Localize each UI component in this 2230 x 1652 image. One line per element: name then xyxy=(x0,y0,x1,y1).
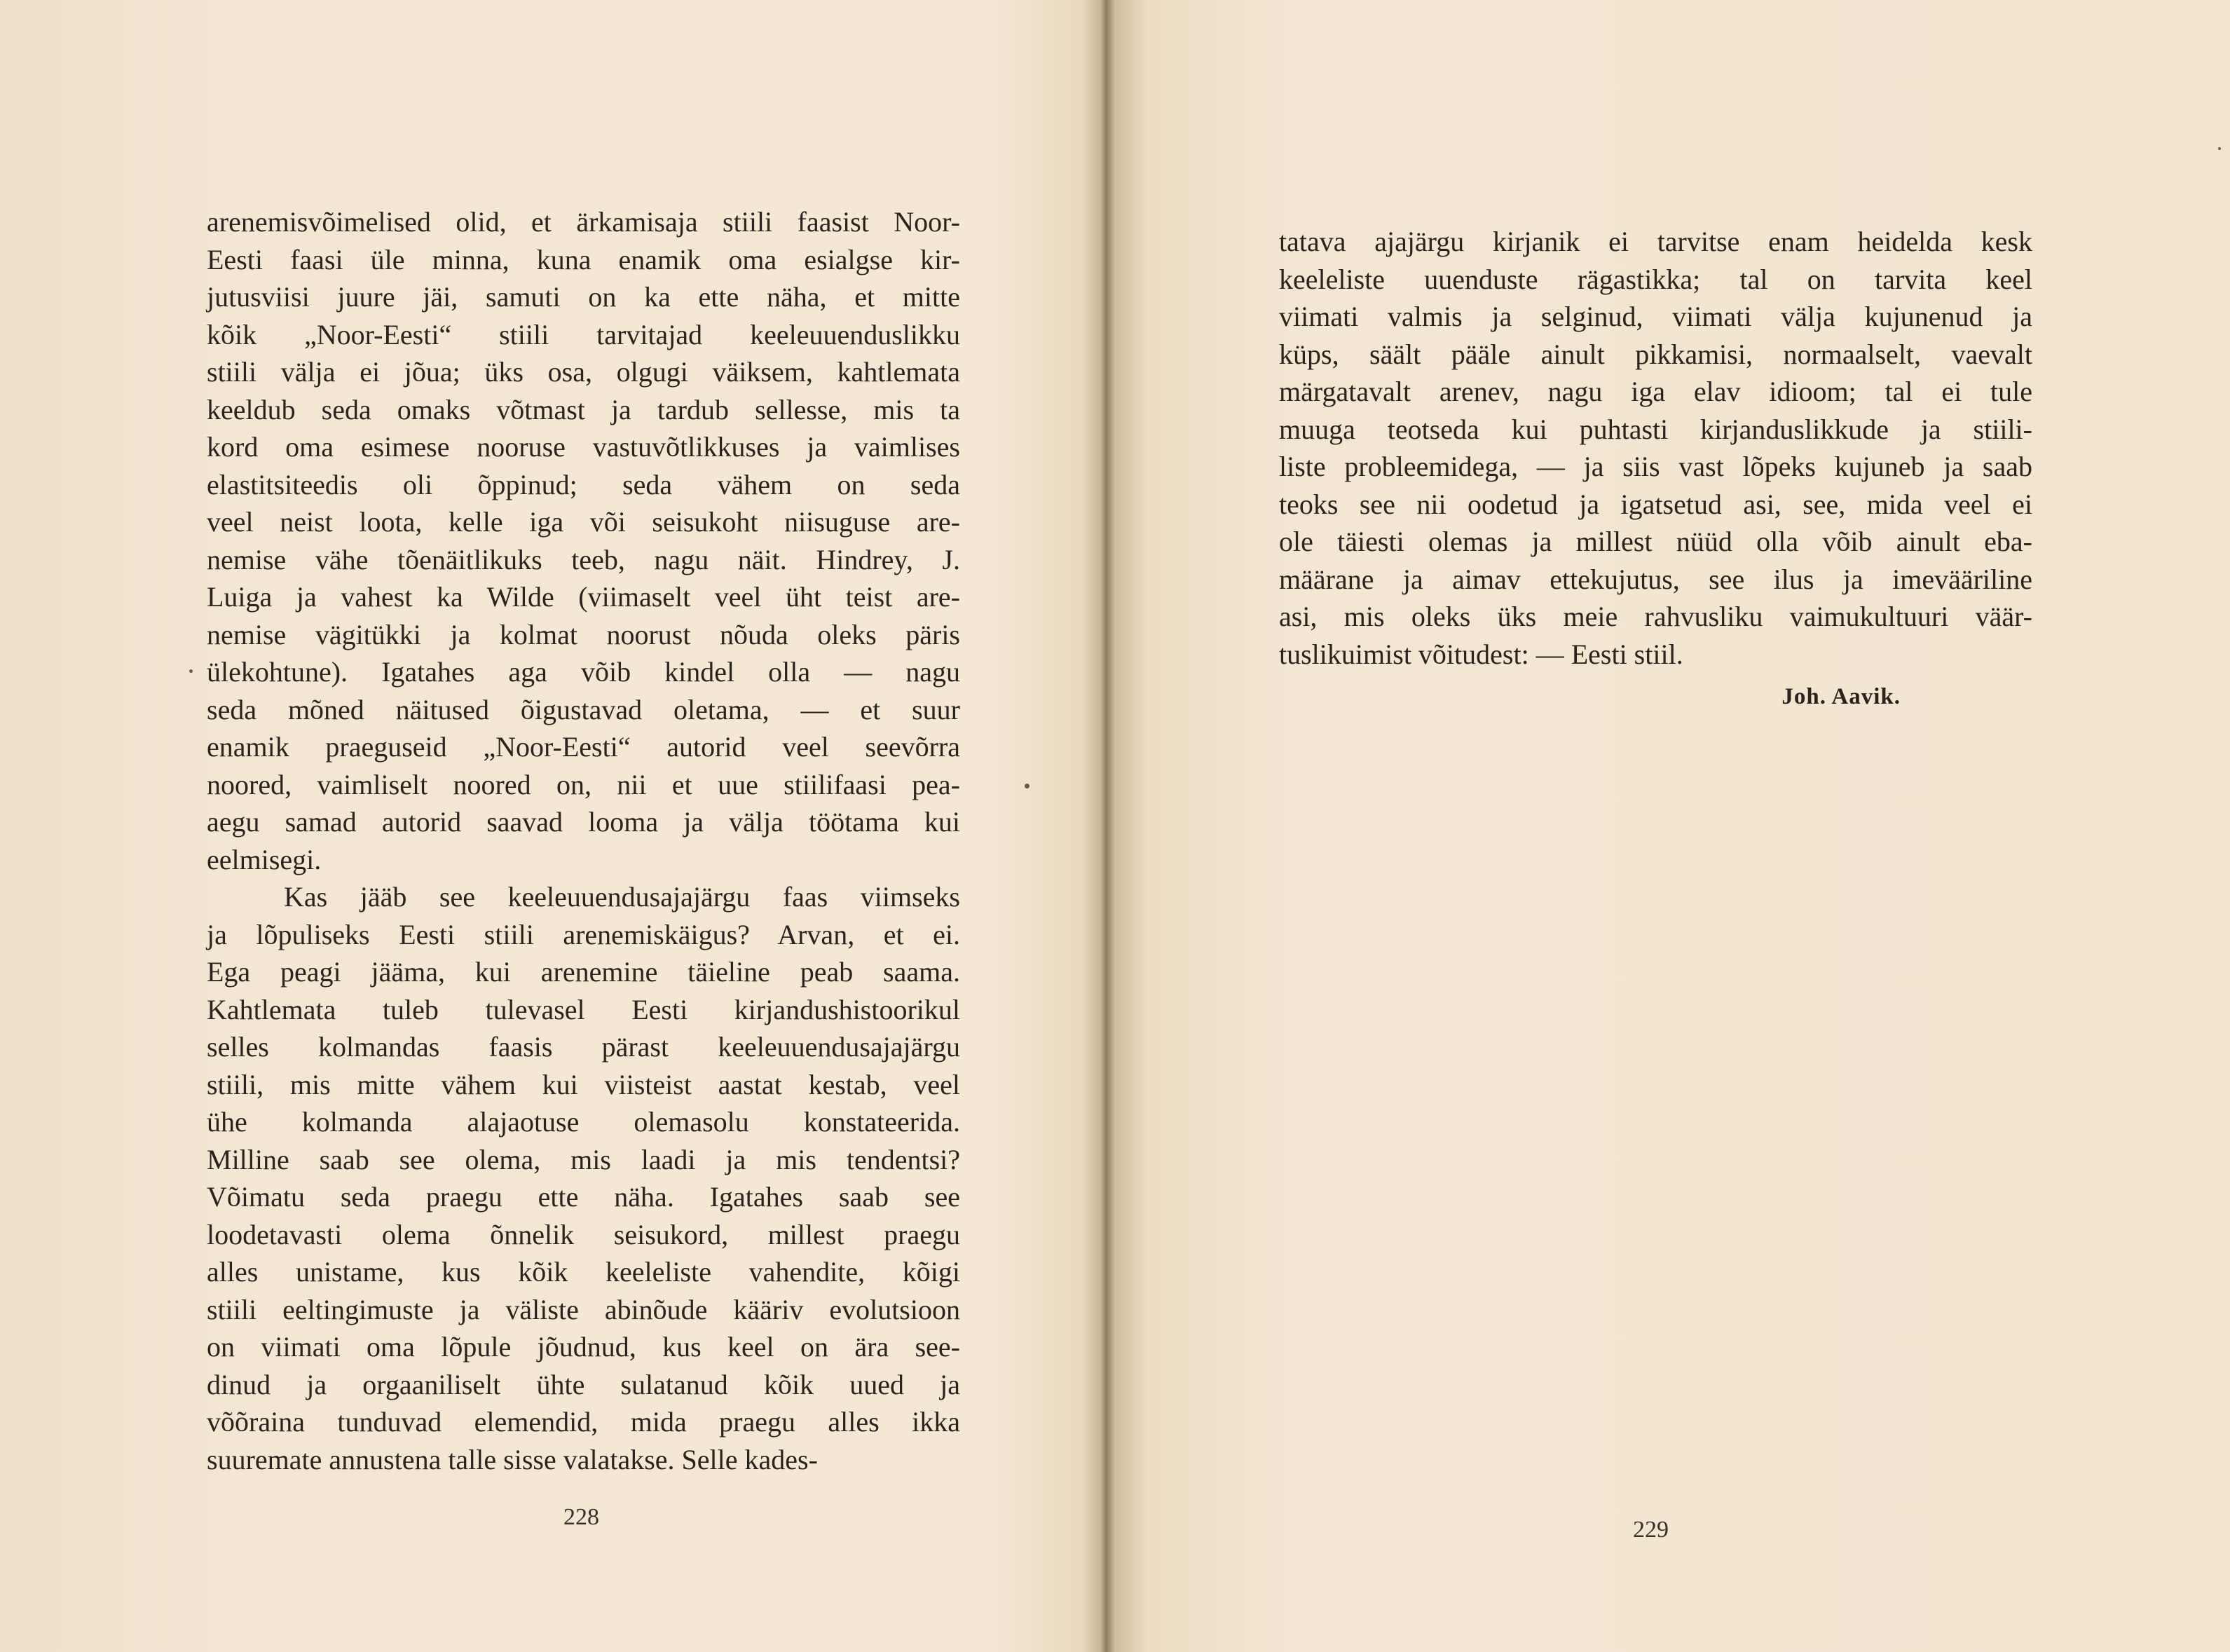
text-line: küps, säält pääle ainult pikkamisi, normaalselt, vaevalt xyxy=(1279,338,2032,370)
text-line: elastitsiteedis oli õppinud; seda vähem on seda xyxy=(207,468,960,500)
text-line: määrane ja aimav ettekujutus, see ilus ja imevääriline xyxy=(1279,563,2032,595)
text-line: seda mõned näitused õigustavad oletama, — et suur xyxy=(207,693,960,725)
left-page-number: 228 xyxy=(563,1504,599,1530)
right-page-number: 229 xyxy=(1633,1517,1669,1543)
text-line: ülekohtune). Igatahes aga võib kindel olla — nagu xyxy=(207,656,960,688)
text-line: veel neist loota, kelle iga või seisukoht niisuguse are- xyxy=(207,506,960,538)
text-line: tuslikuimist võitudest: — Eesti stiil. xyxy=(1279,638,1683,670)
left-page-text xyxy=(207,203,960,1478)
text-line: Eesti faasi üle minna, kuna enamik oma esialgse kir- xyxy=(207,243,960,275)
text-line: nemise vähe tõenäitlikuks teeb, nagu näit. Hindrey, J. xyxy=(207,543,960,575)
text-line: keeldub seda omaks võtmast ja tardub sellesse, mis ta xyxy=(207,393,960,425)
text-line: on viimati oma lõpule jõudnud, kus keel on ära see- xyxy=(207,1331,960,1363)
text-line: Ega peagi jääma, kui arenemine täieline peab saama. xyxy=(207,956,960,988)
text-line: noored, vaimliselt noored on, nii et uue stiilifaasi pea- xyxy=(207,768,960,800)
text-line: loodetavasti olema õnnelik seisukord, millest praegu xyxy=(207,1218,960,1250)
author-signature: Joh. Aavik. xyxy=(1781,684,1901,709)
text-line: nemise vägitükki ja kolmat noorust nõuda oleks päris xyxy=(207,618,960,650)
text-line: kõik „Noor-Eesti“ stiili tarvitajad keeleuuenduslikku xyxy=(207,318,960,350)
text-line: liste probleemidega, — ja siis vast lõpeks kujuneb ja saab xyxy=(1279,451,2032,482)
text-line: võõraina tunduvad elemendid, mida praegu alles ikka xyxy=(207,1406,960,1438)
text-line: eelmisegi. xyxy=(207,843,322,875)
text-line: Kahtlemata tuleb tulevasel Eesti kirjandushistoorikul xyxy=(207,993,960,1025)
text-line: kord oma esimese nooruse vastuvõtlikkuses ja vaimlises xyxy=(207,431,960,463)
text-line: muuga teotseda kui puhtasti kirjanduslikkude ja stiili- xyxy=(1279,413,2032,445)
text-line: stiili välja ei jõua; üks osa, olgugi väiksem, kahtlemata xyxy=(207,356,960,388)
speck xyxy=(2218,147,2221,150)
right-page xyxy=(1111,0,2230,1652)
text-line: ole täiesti olemas ja millest nüüd olla võib ainult eba- xyxy=(1279,526,2032,557)
text-line: teoks see nii oodetud ja igatsetud asi, see, mida veel ei xyxy=(1279,488,2032,520)
text-line: ja lõpuliseks Eesti stiili arenemiskäigus? Arvan, et ei. xyxy=(207,918,960,950)
text-line: Milline saab see olema, mis laadi ja mis tendentsi? xyxy=(207,1143,960,1175)
text-line: dinud ja orgaaniliselt ühte sulatanud kõik uued ja xyxy=(207,1368,960,1400)
text-line: ühe kolmanda alajaotuse olemasolu konstateerida. xyxy=(207,1106,960,1138)
right-page-text xyxy=(1279,223,2032,673)
text-line: asi, mis oleks üks meie rahvusliku vaimukultuuri väär- xyxy=(1279,601,2032,632)
text-line: keeleliste uuenduste rägastikka; tal on tarvita keel xyxy=(1279,263,2032,295)
text-line: märgatavalt arenev, nagu iga elav idioom; tal ei tule xyxy=(1279,376,2032,407)
text-line: Luiga ja vahest ka Wilde (viimaselt veel üht teist are- xyxy=(207,581,960,613)
text-line: tatava ajajärgu kirjanik ei tarvitse enam heidelda kesk xyxy=(1279,226,2032,257)
text-line: aegu samad autorid saavad looma ja välja töötama kui xyxy=(207,806,960,838)
text-line: alles unistame, kus kõik keeleliste vahendite, kõigi xyxy=(207,1256,960,1288)
left-page xyxy=(0,0,1111,1652)
text-line: stiili eeltingimuste ja väliste abinõude kääriv evolutsioon xyxy=(207,1293,960,1325)
text-line: jutusviisi juure jäi, samuti on ka ette näha, et mitte xyxy=(207,281,960,313)
text-line: enamik praeguseid „Noor-Eesti“ autorid veel seevõrra xyxy=(207,731,960,763)
text-line: viimati valmis ja selginud, viimati välja kujunenud ja xyxy=(1279,301,2032,332)
speck xyxy=(1025,784,1030,789)
speck xyxy=(189,669,193,673)
text-line: Võimatu seda praegu ette näha. Igatahes saab see xyxy=(207,1181,960,1213)
text-line: arenemisvõimelised olid, et ärkamisaja stiili faasist Noor- xyxy=(207,206,960,238)
text-line: selles kolmandas faasis pärast keeleuuendusajajärgu xyxy=(207,1031,960,1063)
text-line: suuremate annustena talle sisse valatakse. Selle kades- xyxy=(207,1443,818,1475)
text-line: Kas jääb see keeleuuendusajajärgu faas viimseks xyxy=(284,881,960,913)
text-line: stiili, mis mitte vähem kui viisteist aastat kestab, veel xyxy=(207,1068,960,1100)
